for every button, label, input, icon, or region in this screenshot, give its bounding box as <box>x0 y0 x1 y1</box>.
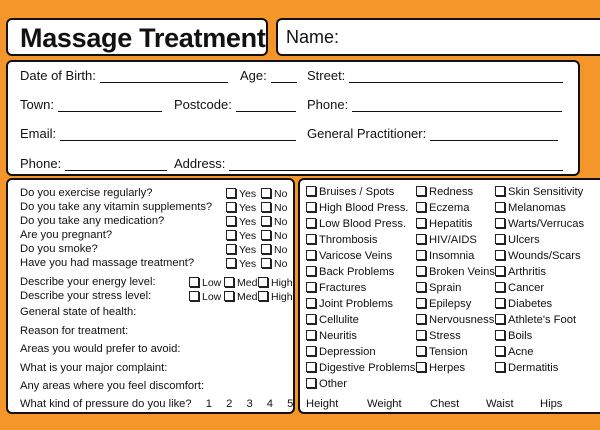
med-label: Med <box>237 277 258 289</box>
yes-label: Yes <box>239 244 257 256</box>
condition-checkbox[interactable] <box>416 250 474 262</box>
pressure-row <box>20 398 293 410</box>
condition-checkbox[interactable] <box>495 218 584 230</box>
low-label: Low <box>202 291 222 303</box>
condition-label: Depression <box>319 346 376 358</box>
condition-label: Melanomas <box>508 202 566 214</box>
checkbox-icon <box>495 362 505 372</box>
checkbox-icon <box>416 330 426 340</box>
question-energy-level: Describe your energy level: <box>20 276 156 288</box>
question-avoid-areas: Areas you would prefer to avoid: <box>20 343 181 355</box>
condition-label: Fractures <box>319 282 367 294</box>
checkbox-icon <box>495 282 505 292</box>
condition-checkbox[interactable] <box>495 330 532 342</box>
checkbox-icon <box>416 266 426 276</box>
checkbox-icon <box>416 234 426 244</box>
checkbox-icon <box>416 186 426 196</box>
checkbox-icon <box>495 234 505 244</box>
condition-label: Tension <box>429 346 468 358</box>
health-questions-panel <box>6 178 295 414</box>
checkbox-icon <box>226 188 236 198</box>
no-label: No <box>274 216 288 228</box>
condition-label: Cancer <box>508 282 545 294</box>
checkbox-icon <box>495 346 505 356</box>
checkbox-icon <box>306 250 316 260</box>
condition-checkbox[interactable] <box>416 362 465 374</box>
condition-label: Broken Veins <box>429 266 495 278</box>
med-label: Med <box>237 291 258 303</box>
pressure-scale <box>192 398 294 410</box>
condition-checkbox[interactable] <box>416 298 471 310</box>
checkbox-icon <box>258 277 268 287</box>
condition-label: Nervousness <box>429 314 495 326</box>
yes-checkbox[interactable] <box>226 216 256 228</box>
no-checkbox[interactable] <box>261 188 287 200</box>
phone-field[interactable] <box>307 97 562 112</box>
condition-checkbox[interactable] <box>495 346 534 358</box>
dob-label: Date of Birth: <box>20 68 96 83</box>
no-checkbox[interactable] <box>261 258 287 270</box>
condition-checkbox[interactable] <box>416 202 469 214</box>
checkbox-icon <box>416 282 426 292</box>
checkbox-icon <box>495 250 505 260</box>
checkbox-icon <box>306 218 316 228</box>
condition-label: HIV/AIDS <box>429 234 477 246</box>
condition-label: Back Problems <box>319 266 395 278</box>
checkbox-icon <box>416 250 426 260</box>
town-field[interactable] <box>20 97 162 112</box>
phone-label: Phone: <box>307 97 349 112</box>
condition-checkbox[interactable] <box>306 282 366 294</box>
condition-label: Wounds/Scars <box>508 250 581 262</box>
condition-checkbox[interactable] <box>495 298 552 310</box>
checkbox-icon <box>306 362 316 372</box>
condition-checkbox[interactable] <box>306 266 394 278</box>
condition-checkbox[interactable] <box>306 202 409 214</box>
condition-label: Ulcers <box>508 234 540 246</box>
condition-label: Sprain <box>429 282 462 294</box>
checkbox-icon <box>306 202 316 212</box>
checkbox-icon <box>495 266 505 276</box>
condition-checkbox[interactable] <box>306 218 406 230</box>
no-checkbox[interactable] <box>261 230 287 242</box>
low-checkbox[interactable] <box>189 291 221 303</box>
age-label: Age: <box>240 68 267 83</box>
condition-label: Varicose Veins <box>319 250 393 262</box>
high-checkbox[interactable] <box>258 277 293 289</box>
checkbox-icon <box>261 216 271 226</box>
measurement-weight: Weight <box>367 398 402 410</box>
low-label: Low <box>202 277 222 289</box>
measurement-height: Height <box>306 398 339 410</box>
condition-label: Diabetes <box>508 298 553 310</box>
question-discomfort: Any areas where you feel discomfort: <box>20 380 205 392</box>
checkbox-icon <box>416 202 426 212</box>
address-label: Address: <box>174 156 226 171</box>
condition-checkbox[interactable] <box>495 314 576 326</box>
condition-label: Dermatitis <box>508 362 559 374</box>
pressure-option-5[interactable]: 5 <box>287 398 294 410</box>
gp-field[interactable] <box>307 126 558 141</box>
condition-checkbox[interactable] <box>495 250 581 262</box>
name-label: Name: <box>286 27 340 47</box>
pressure-option-2[interactable]: 2 <box>226 398 233 410</box>
checkbox-icon <box>261 258 271 268</box>
yes-label: Yes <box>239 258 257 270</box>
condition-checkbox[interactable] <box>306 330 357 342</box>
address-field[interactable] <box>174 156 563 171</box>
checkbox-icon <box>306 282 316 292</box>
condition-checkbox[interactable] <box>495 362 558 374</box>
checkbox-icon <box>495 314 505 324</box>
yes-checkbox[interactable] <box>226 202 256 214</box>
gp-label: General Practitioner: <box>307 126 427 141</box>
checkbox-icon <box>258 291 268 301</box>
checkbox-icon <box>261 188 271 198</box>
condition-label: Stress <box>429 330 461 342</box>
dob-field[interactable] <box>20 68 228 83</box>
high-label: High <box>271 277 293 289</box>
street-field[interactable] <box>307 68 563 83</box>
checkbox-icon <box>416 362 426 372</box>
yes-label: Yes <box>239 202 257 214</box>
condition-label: Warts/Verrucas <box>508 218 585 230</box>
phone2-field[interactable] <box>20 156 167 171</box>
checkbox-icon <box>306 378 316 388</box>
question-stress-level: Describe your stress level: <box>20 290 152 302</box>
checkbox-icon <box>495 298 505 308</box>
high-checkbox[interactable] <box>258 291 293 303</box>
email-label: Email: <box>20 126 57 141</box>
title-panel <box>6 18 268 56</box>
condition-label: Redness <box>429 186 474 198</box>
condition-label: Joint Problems <box>319 298 393 310</box>
checkbox-icon <box>495 330 505 340</box>
measurement-chest: Chest <box>430 398 460 410</box>
client-info-panel <box>6 60 580 176</box>
condition-label: Insomnia <box>429 250 475 262</box>
checkbox-icon <box>495 186 505 196</box>
condition-label: Cellulite <box>319 314 359 326</box>
condition-label: Herpes <box>429 362 466 374</box>
no-label: No <box>274 202 288 214</box>
no-label: No <box>274 188 288 200</box>
high-label: High <box>271 291 293 303</box>
checkbox-icon <box>226 216 236 226</box>
measurement-waist: Waist <box>486 398 514 410</box>
condition-checkbox[interactable] <box>306 234 377 246</box>
condition-checkbox[interactable] <box>306 378 347 390</box>
checkbox-icon <box>306 330 316 340</box>
condition-checkbox[interactable] <box>495 234 540 246</box>
checkbox-icon <box>224 291 234 301</box>
no-checkbox[interactable] <box>261 216 287 228</box>
condition-label: Acne <box>508 346 534 358</box>
pressure-option-1[interactable]: 1 <box>205 398 212 410</box>
condition-checkbox[interactable] <box>306 298 393 310</box>
yes-checkbox[interactable] <box>226 244 256 256</box>
condition-label: Arthritis <box>508 266 546 278</box>
no-label: No <box>274 258 288 270</box>
checkbox-icon <box>416 218 426 228</box>
no-label: No <box>274 244 288 256</box>
question-general-health: General state of health: <box>20 306 137 318</box>
checkbox-icon <box>306 234 316 244</box>
checkbox-icon <box>416 314 426 324</box>
med-checkbox[interactable] <box>224 291 257 303</box>
condition-checkbox[interactable] <box>306 346 376 358</box>
yes-label: Yes <box>239 230 257 242</box>
yes-label: Yes <box>239 216 257 228</box>
condition-label: Epilepsy <box>429 298 472 310</box>
yes-checkbox[interactable] <box>226 258 256 270</box>
yes-label: Yes <box>239 188 257 200</box>
low-checkbox[interactable] <box>189 277 221 289</box>
town-label: Town: <box>20 97 54 112</box>
condition-label: Bruises / Spots <box>319 186 395 198</box>
question-reason: Reason for treatment: <box>20 325 129 337</box>
condition-checkbox[interactable] <box>416 282 461 294</box>
pressure-question: What kind of pressure do you like? <box>20 398 192 410</box>
condition-label: Eczema <box>429 202 470 214</box>
checkbox-icon <box>495 202 505 212</box>
question-massage-before: Have you had massage treatment? <box>20 257 195 269</box>
condition-checkbox[interactable] <box>416 266 495 278</box>
condition-checkbox[interactable] <box>416 346 468 358</box>
measurement-hips: Hips <box>540 398 563 410</box>
med-checkbox[interactable] <box>224 277 257 289</box>
name-field[interactable] <box>276 18 600 56</box>
condition-label: Skin Sensitivity <box>508 186 584 198</box>
no-label: No <box>274 230 288 242</box>
yes-checkbox[interactable] <box>226 188 256 200</box>
condition-checkbox[interactable] <box>416 314 494 326</box>
condition-label: Other <box>319 378 347 390</box>
checkbox-icon <box>226 258 236 268</box>
condition-checkbox[interactable] <box>306 362 415 374</box>
checkbox-icon <box>226 244 236 254</box>
condition-checkbox[interactable] <box>416 218 473 230</box>
pressure-option-4[interactable]: 4 <box>266 398 274 410</box>
email-field[interactable] <box>20 126 296 141</box>
form-title: Massage Treatment <box>20 23 266 53</box>
condition-checkbox[interactable] <box>495 266 546 278</box>
postcode-field[interactable] <box>174 97 296 112</box>
checkbox-icon <box>261 202 271 212</box>
no-checkbox[interactable] <box>261 244 287 256</box>
condition-label: Low Blood Press. <box>319 218 407 230</box>
condition-label: Neuritis <box>319 330 357 342</box>
age-field[interactable] <box>240 68 297 83</box>
condition-checkbox[interactable] <box>495 282 544 294</box>
checkbox-icon <box>189 291 199 301</box>
condition-label: Athlete's Foot <box>508 314 577 326</box>
checkbox-icon <box>226 202 236 212</box>
checkbox-icon <box>416 298 426 308</box>
checkbox-icon <box>306 346 316 356</box>
condition-checkbox[interactable] <box>416 186 473 198</box>
question-major-complaint: What is your major complaint: <box>20 362 168 374</box>
checkbox-icon <box>416 346 426 356</box>
condition-label: Boils <box>508 330 533 342</box>
question-vitamins: Do you take any vitamin supplements? <box>20 201 213 213</box>
question-smoke: Do you smoke? <box>20 243 98 255</box>
condition-label: Digestive Problems <box>319 362 416 374</box>
condition-checkbox[interactable] <box>416 330 461 342</box>
checkbox-icon <box>189 277 199 287</box>
checkbox-icon <box>306 186 316 196</box>
checkbox-icon <box>261 230 271 240</box>
condition-label: High Blood Press. <box>319 202 409 214</box>
question-exercise: Do you exercise regularly? <box>20 187 153 199</box>
yes-checkbox[interactable] <box>226 230 256 242</box>
condition-label: Thrombosis <box>319 234 378 246</box>
question-pregnant: Are you pregnant? <box>20 229 113 241</box>
postcode-label: Postcode: <box>174 97 232 112</box>
checkbox-icon <box>226 230 236 240</box>
condition-checkbox[interactable] <box>416 234 477 246</box>
checkbox-icon <box>224 277 234 287</box>
conditions-panel <box>298 178 600 414</box>
checkbox-icon <box>306 298 316 308</box>
phone2-label: Phone: <box>20 156 62 171</box>
checkbox-icon <box>261 244 271 254</box>
pressure-option-3[interactable]: 3 <box>246 398 253 410</box>
checkbox-icon <box>306 314 316 324</box>
condition-checkbox[interactable] <box>306 314 359 326</box>
checkbox-icon <box>495 218 505 228</box>
no-checkbox[interactable] <box>261 202 287 214</box>
street-label: Street: <box>307 68 346 83</box>
condition-checkbox[interactable] <box>306 250 392 262</box>
condition-checkbox[interactable] <box>495 202 566 214</box>
condition-checkbox[interactable] <box>306 186 394 198</box>
question-medication: Do you take any medication? <box>20 215 165 227</box>
checkbox-icon <box>306 266 316 276</box>
condition-label: Hepatitis <box>429 218 473 230</box>
condition-checkbox[interactable] <box>495 186 583 198</box>
